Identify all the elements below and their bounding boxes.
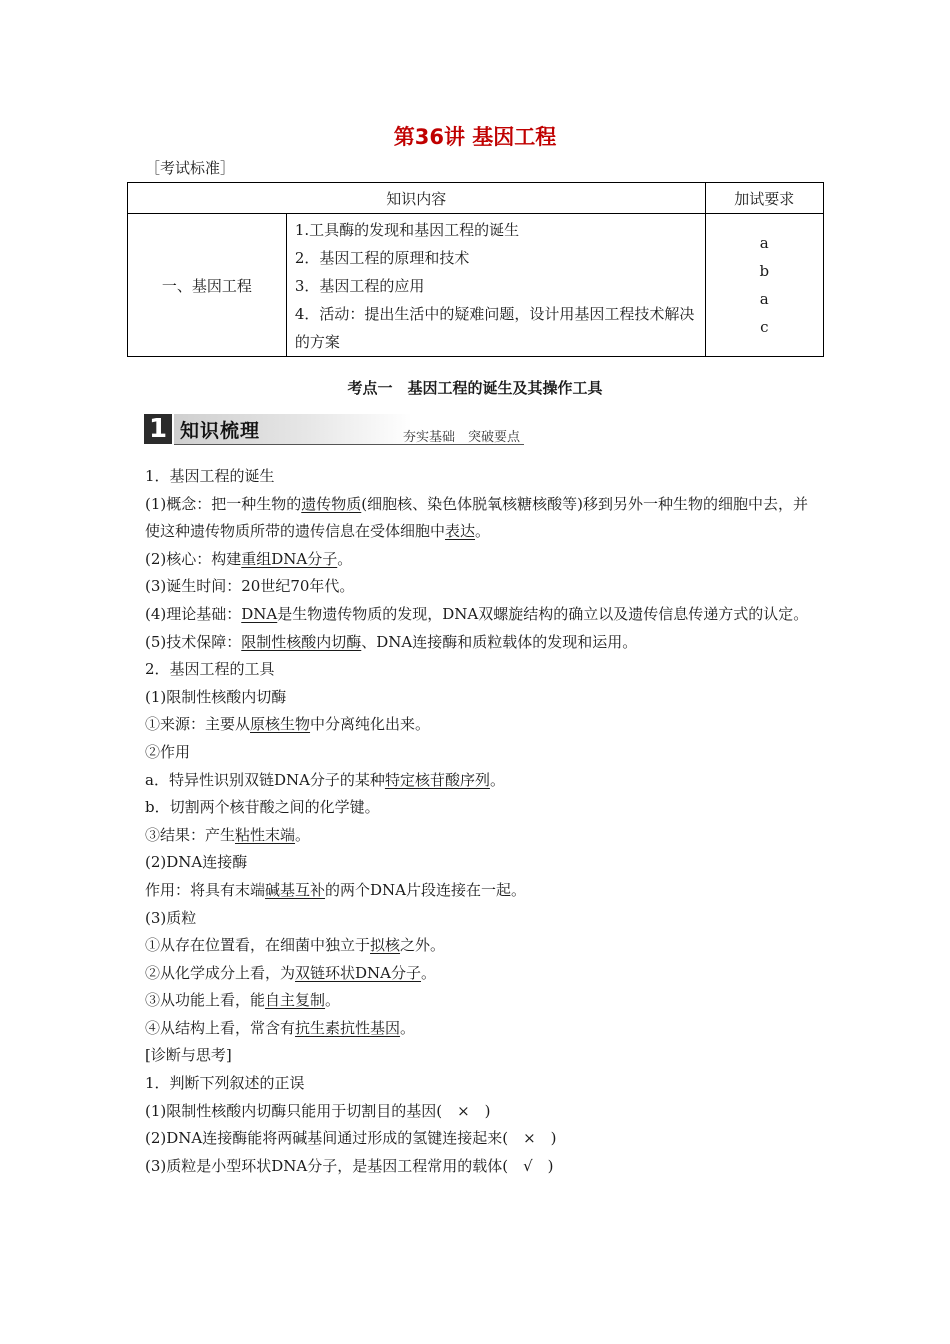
- underlined-term: 重组DNA分子: [241, 549, 338, 568]
- requirement: b: [759, 262, 770, 280]
- text-segment: (细胞核、染色体脱氧核糖核酸等)移到另外一种生物的细胞中去，并使这种遗传物质所带的遗传信息在受体细胞中: [145, 494, 808, 541]
- text-segment: 是生物遗传物质的发现，DNA双螺旋结构的确立以及遗传信息传递方式的认定。: [277, 604, 809, 623]
- text-line: [145, 1070, 815, 1098]
- text-line: [145, 739, 815, 767]
- underlined-term: 遗传物质: [301, 494, 362, 513]
- text-segment: 。: [421, 963, 437, 982]
- text-segment: 的两个DNA片段连接在一起。: [325, 880, 527, 899]
- items-cell: [286, 214, 705, 357]
- underlined-term: 原核生物: [250, 715, 311, 734]
- item: 1.工具酶的发现和基因工程的诞生: [294, 221, 520, 239]
- text-segment: (2)DNA连接酶能将两碱基间通过形成的氢键连接起来( × ): [145, 1129, 557, 1148]
- standard-label: ［考试标准］: [145, 159, 236, 177]
- underlined-term: 碱基互补: [265, 880, 326, 899]
- text-segment: (3)质粒: [145, 908, 197, 927]
- text-segment: ②作用: [145, 742, 191, 761]
- requirements-cell: [705, 214, 823, 357]
- underlined-term: 限制性核酸内切酶: [241, 632, 362, 651]
- item: 4．活动：提出生活中的疑难问题，设计用基因工程技术解决的方案: [294, 305, 695, 351]
- text-line: [145, 629, 815, 657]
- text-segment: (1)概念：把一种生物的: [145, 494, 302, 513]
- text-segment: 中分离纯化出来。: [310, 715, 431, 734]
- text-line: [145, 822, 815, 850]
- section-title: 考点一 基因工程的诞生及其操作工具: [347, 379, 603, 397]
- knowledge-banner: [144, 414, 524, 446]
- underlined-term: DNA: [241, 604, 278, 623]
- text-line: [145, 932, 815, 960]
- text-segment: 。: [400, 1018, 416, 1037]
- text-segment: (2)核心：构建: [145, 549, 242, 568]
- underlined-term: 特定核苷酸序列: [384, 770, 490, 789]
- text-line: [145, 905, 815, 933]
- page-title: 第36讲 基因工程: [393, 125, 557, 149]
- topic-cell: 一、基因工程: [128, 214, 287, 357]
- underlined-term: 双链环状DNA分子: [295, 963, 422, 982]
- text-line: [145, 1098, 815, 1126]
- text-line: [145, 849, 815, 877]
- text-segment: 。: [475, 522, 491, 541]
- text-line: [145, 1042, 815, 1070]
- text-line: [145, 601, 815, 629]
- header-requirement: 加试要求: [705, 183, 823, 214]
- underlined-term: 粘性末端: [235, 825, 296, 844]
- header-content: 知识内容: [128, 183, 706, 214]
- text-line: [145, 546, 815, 574]
- text-segment: (4)理论基础：: [145, 604, 242, 623]
- text-segment: 、DNA连接酶和质粒载体的发现和运用。: [361, 632, 638, 651]
- text-segment: 。: [489, 770, 505, 789]
- banner-number: 1: [144, 414, 172, 444]
- requirement: c: [760, 318, 769, 336]
- text-line: [145, 794, 815, 822]
- text-segment: 。: [325, 991, 341, 1010]
- text-segment: 之外。: [400, 936, 446, 955]
- text-line: [145, 491, 815, 546]
- text-line: [145, 987, 815, 1015]
- text-segment: b．切割两个核苷酸之间的化学键。: [145, 798, 380, 817]
- text-segment: (3)诞生时间：20世纪70年代。: [145, 577, 355, 596]
- text-segment: 。: [295, 825, 311, 844]
- text-line: [145, 463, 815, 491]
- text-line: [145, 1125, 815, 1153]
- text-segment: 1．基因工程的诞生: [145, 467, 275, 485]
- banner-subtitle: 夯实基础 突破要点: [402, 430, 520, 445]
- text-segment: a．特异性识别双链DNA分子的某种: [145, 770, 385, 789]
- banner-label: 知识梳理: [180, 420, 261, 442]
- text-segment: ①从存在位置看，在细菌中独立于: [145, 936, 371, 955]
- text-line: [145, 573, 815, 601]
- text-line: [145, 960, 815, 988]
- item: 2．基因工程的原理和技术: [294, 249, 470, 267]
- text-segment: 。: [337, 549, 353, 568]
- text-segment: ④从结构上看，常含有: [145, 1018, 296, 1037]
- exam-standard-table: [127, 182, 824, 357]
- text-line: [145, 877, 815, 905]
- requirement: a: [759, 234, 769, 252]
- text-line: [145, 1015, 815, 1043]
- requirement: a: [759, 290, 769, 308]
- item: 3．基因工程的应用: [294, 277, 425, 295]
- text-segment: (1)限制性核酸内切酶只能用于切割目的基因( × ): [145, 1101, 491, 1120]
- text-segment: ③从功能上看，能: [145, 991, 266, 1010]
- text-segment: 作用：将具有末端: [145, 880, 266, 899]
- text-line: [145, 711, 815, 739]
- text-segment: (2)DNA连接酶: [145, 853, 248, 872]
- text-segment: [诊断与思考]: [145, 1046, 232, 1065]
- text-segment: ①来源：主要从: [145, 715, 251, 734]
- underlined-term: 拟核: [370, 936, 401, 955]
- underlined-term: 抗生素抗性基因: [295, 1018, 401, 1037]
- text-line: [145, 656, 815, 684]
- text-line: [145, 767, 815, 795]
- text-segment: (5)技术保障：: [145, 632, 242, 651]
- text-segment: ③结果：产生: [145, 825, 236, 844]
- text-segment: 1．判断下列叙述的正误: [145, 1074, 305, 1093]
- underlined-term: 自主复制: [265, 991, 326, 1010]
- text-segment: (3)质粒是小型环状DNA分子，是基因工程常用的载体( √ ): [145, 1156, 554, 1175]
- underlined-term: 表达: [445, 522, 476, 541]
- text-segment: ②从化学成分上看，为: [145, 963, 296, 982]
- text-segment: (1)限制性核酸内切酶: [145, 687, 287, 706]
- text-segment: 2．基因工程的工具: [145, 660, 275, 679]
- text-line: [145, 1153, 815, 1181]
- body-text: [145, 463, 815, 1180]
- text-line: [145, 684, 815, 712]
